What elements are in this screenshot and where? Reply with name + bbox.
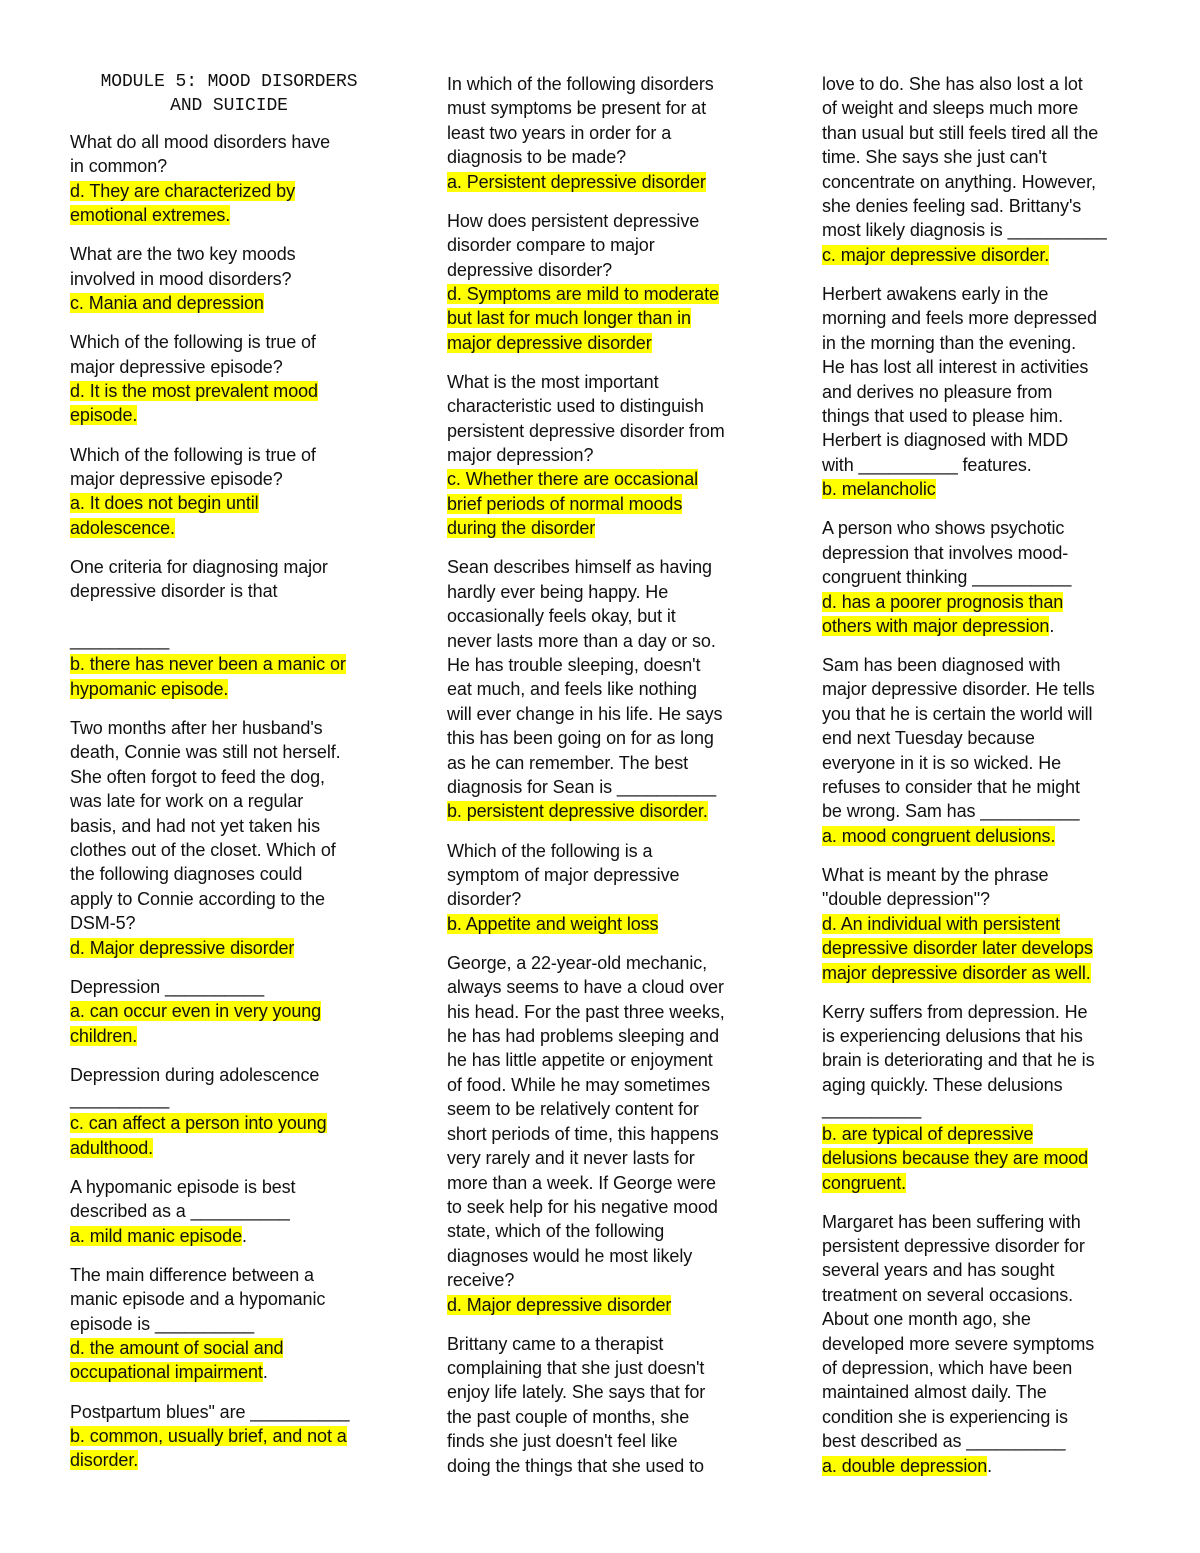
- answer-highlight: c. Whether there are occasional brief periods of normal moods during the disorder: [447, 469, 699, 539]
- question-text: How does persistent depressive disorder compare to major depressive disorder?: [447, 210, 700, 280]
- question-text: Depression during adolescence __________: [70, 1064, 320, 1110]
- question-block: [822, 1210, 1134, 1478]
- answer-text: [447, 467, 765, 540]
- answer-highlight: d. Major depressive disorder: [70, 937, 295, 958]
- answer-text: [70, 652, 388, 701]
- answer-highlight: b. are typical of depressive delusions because they are mood congruent.: [822, 1123, 1089, 1193]
- answer-text: [70, 999, 388, 1048]
- answer-text: [70, 1336, 388, 1385]
- question-block: [70, 242, 388, 315]
- question-block: [70, 975, 388, 1048]
- question-block: [822, 1000, 1134, 1195]
- question-text: Two months after her husband's death, Connie was still not herself. She often forgot to feed the dog, was late for work on a regular basis, and had not yet taken his clothes out of the closet. Which of the following diagnoses could apply to Connie according to the DSM-5?: [70, 717, 341, 934]
- question-text: A person who shows psychotic depression that involves mood- congruent thinking __________: [822, 518, 1072, 588]
- column-3: [822, 72, 1134, 1493]
- question-text: What is meant by the phrase "double depression"?: [822, 864, 1049, 910]
- answer-text: [447, 170, 765, 194]
- answer-highlight: d. has a poorer prognosis than others with major depression: [822, 591, 1064, 636]
- answer-text: [822, 243, 1134, 267]
- qa-list-1: [70, 130, 388, 1473]
- question-block: [447, 1332, 765, 1478]
- question-block: [822, 516, 1134, 638]
- answer-text: [70, 179, 388, 228]
- answer-text: [822, 1454, 1134, 1478]
- answer-text: [822, 477, 1134, 501]
- column-2: [447, 72, 765, 1493]
- question-text: Which of the following is true of major depressive episode?: [70, 444, 316, 489]
- answer-highlight: b. melancholic: [822, 479, 936, 500]
- answer-text: [70, 291, 388, 315]
- question-block: [447, 72, 765, 194]
- answer-text: [447, 282, 765, 355]
- answer-highlight: a. can occur even in very young children.: [70, 1001, 322, 1046]
- question-text: Which of the following is true of major depressive episode?: [70, 332, 316, 377]
- answer-tail: .: [987, 1455, 993, 1476]
- qa-list-3: [822, 72, 1134, 1478]
- question-block: [70, 1175, 388, 1248]
- question-block: [822, 863, 1134, 985]
- answer-highlight: a. double depression: [822, 1455, 988, 1476]
- answer-highlight: a. It does not begin until adolescence.: [70, 493, 259, 538]
- question-block: [447, 370, 765, 541]
- question-text: George, a 22-year-old mechanic, always seems to have a cloud over his head. For the past three weeks, he has had problems sleeping and he has little appetite or enjoyment of food. While he may sometimes seem to be relatively content for short periods of time, this happens very rarely and it never lasts for more than a week. If George were to seek help for his negative mood state, which of the following diagnoses would he most likely receive?: [447, 952, 725, 1291]
- question-block: [70, 1263, 388, 1385]
- answer-highlight: d. Major depressive disorder: [447, 1294, 672, 1315]
- question-block: [70, 1400, 388, 1473]
- question-block: [822, 72, 1134, 267]
- answer-highlight: b. there has never been a manic or hypomanic episode.: [70, 654, 346, 699]
- question-text: A hypomanic episode is best described as a __________: [70, 1176, 296, 1222]
- question-text: What are the two key moods involved in mood disorders?: [70, 244, 296, 289]
- question-text: love to do. She has also lost a lot of weight and sleeps much more than usual but still feels tired all the time. She says she just can't concentrate on anything. However, she denies feeling sad. Brittany's most likely diagnosis is __________: [822, 74, 1107, 241]
- question-block: [70, 716, 388, 960]
- answer-text: [70, 379, 388, 428]
- answer-text: [447, 912, 765, 936]
- answer-text: [447, 799, 765, 823]
- answer-text: [822, 1122, 1134, 1195]
- answer-tail: .: [262, 1362, 268, 1383]
- answer-text: [70, 1111, 388, 1160]
- question-block: [70, 330, 388, 428]
- answer-text: [447, 1293, 765, 1317]
- answer-highlight: d. Symptoms are mild to moderate but last for much longer than in major depressive disorder: [447, 283, 719, 353]
- answer-highlight: a. mood congruent delusions.: [822, 825, 1056, 846]
- question-block: [822, 653, 1134, 848]
- answer-highlight: d. It is the most prevalent mood episode.: [70, 381, 318, 426]
- answer-highlight: c. major depressive disorder.: [822, 244, 1050, 265]
- answer-text: [822, 590, 1134, 639]
- column-1: [70, 70, 388, 1487]
- answer-text: [70, 1424, 388, 1473]
- answer-tail: .: [1049, 615, 1055, 636]
- answer-text: [70, 1224, 388, 1248]
- question-text: Which of the following is a symptom of major depressive disorder?: [447, 840, 680, 910]
- answer-highlight: b. persistent depressive disorder.: [447, 801, 708, 822]
- qa-list-2: [447, 72, 765, 1478]
- answer-tail: .: [242, 1225, 247, 1246]
- answer-text: [70, 936, 388, 960]
- question-block: [447, 209, 765, 355]
- question-block: [447, 555, 765, 823]
- question-text: Sean describes himself as having hardly ever being happy. He occasionally feels okay, but it never lasts more than a day or so. He has trouble sleeping, doesn't eat much, and feels like nothing will ever change in his life. He says this has been going on for as long as he can remember. The best diagnosis for Sean is __________: [447, 557, 723, 798]
- answer-highlight: d. the amount of social and occupational impairment: [70, 1338, 284, 1383]
- question-text: What is the most important characteristic used to distinguish persistent depressive disorder from major depression?: [447, 371, 725, 466]
- question-text: The main difference between a manic episode and a hypomanic episode is __________: [70, 1264, 326, 1334]
- document-title: MODULE 5: MOOD DISORDERS AND SUICIDE: [100, 72, 358, 116]
- question-text: Brittany came to a therapist complaining that she just doesn't enjoy life lately. She says that for the past couple of months, she finds she just doesn't feel like doing the things that she used to: [447, 1333, 706, 1476]
- question-text: Depression __________: [70, 976, 265, 997]
- answer-text: [822, 912, 1134, 985]
- question-text: What do all mood disorders have in common?: [70, 132, 331, 177]
- question-text: Herbert awakens early in the morning and feels more depressed in the morning than the evening. He has lost all interest in activities and derives no pleasure from things that used to please him. Herbert is diagnosed with MDD with __________ features.: [822, 283, 1097, 475]
- question-text: Postpartum blues" are __________: [70, 1401, 350, 1422]
- question-block: [822, 282, 1134, 502]
- answer-highlight: b. common, usually brief, and not a disorder.: [70, 1425, 347, 1471]
- question-text: Sam has been diagnosed with major depressive disorder. He tells you that he is certain the world will end next Tuesday because everyone in it is so wicked. He refuses to consider that he might be wrong. Sam has __________: [822, 655, 1095, 822]
- question-block: [447, 951, 765, 1317]
- answer-highlight: d. An individual with persistent depressive disorder later develops major depressive disorder as well.: [822, 913, 1093, 983]
- answer-highlight: a. Persistent depressive disorder: [447, 171, 706, 192]
- question-text: In which of the following disorders must symptoms be present for at least two years in order for a diagnosis to be made?: [447, 74, 714, 168]
- answer-highlight: c. can affect a person into young adulthood.: [70, 1113, 327, 1158]
- question-block: [70, 443, 388, 541]
- answer-highlight: b. Appetite and weight loss: [447, 913, 659, 934]
- answer-highlight: a. mild manic episode: [70, 1225, 242, 1246]
- answer-text: [70, 491, 388, 540]
- question-block: [447, 839, 765, 937]
- answer-highlight: d. They are characterized by emotional extremes.: [70, 180, 295, 226]
- question-text: One criteria for diagnosing major depressive disorder is that __________: [70, 556, 328, 651]
- question-block: [70, 130, 388, 228]
- question-block: [70, 1063, 388, 1161]
- question-text: Kerry suffers from depression. He is experiencing delusions that his brain is deteriorating and that he is aging quickly. These delusions __________: [822, 1001, 1095, 1120]
- answer-text: [822, 824, 1134, 848]
- question-text: Margaret has been suffering with persistent depressive disorder for several years and has sought treatment on several occasions. About one month ago, she developed more severe symptoms of depression, which have been maintained almost daily. The condition she is experiencing is best described as __________: [822, 1211, 1095, 1452]
- answer-highlight: c. Mania and depression: [70, 293, 264, 314]
- question-block: [70, 555, 388, 701]
